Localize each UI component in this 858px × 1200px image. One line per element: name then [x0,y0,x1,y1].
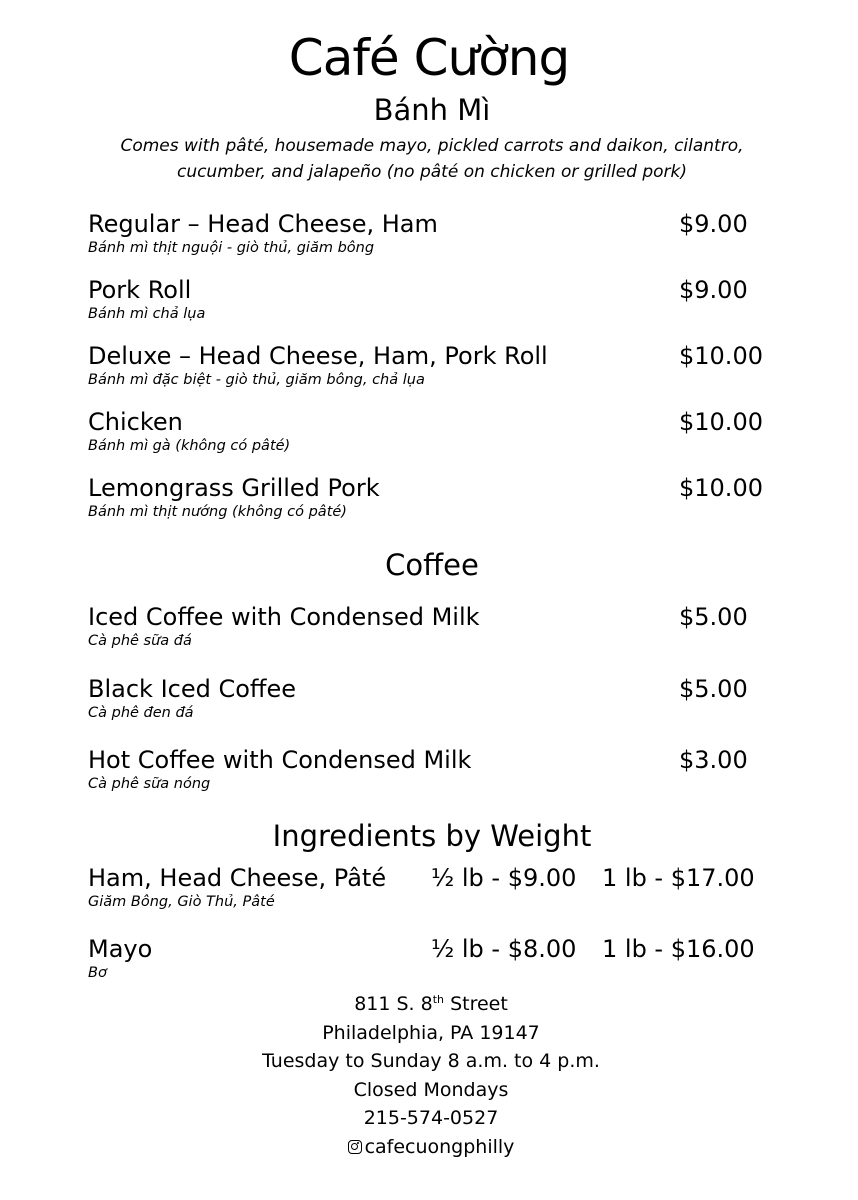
address-suffix: Street [444,993,508,1015]
item-name: Lemongrass Grilled Pork [88,474,380,502]
item-name: Deluxe – Head Cheese, Ham, Pork Roll [88,342,548,370]
menu-item [88,407,768,455]
item-price: $9.00 [679,276,748,304]
ingredients-heading: Ingredients by Weight [272,819,592,853]
item-subtitle: Bơ [88,965,107,981]
hours-line: Tuesday to Sunday 8 a.m. to 4 p.m. [262,1050,600,1072]
item-subtitle: Bánh mì đặc biệt - giò thủ, giăm bông, chả lụa [88,372,425,388]
item-subtitle: Bánh mì chả lụa [88,306,206,322]
address-line [0,990,858,1019]
menu-item [88,473,768,521]
banh-mi-description-line2: cucumber, and jalapeño (no pâté on chicken or grilled pork) [176,162,688,182]
item-price: $3.00 [679,746,748,774]
coffee-heading: Coffee [385,548,479,582]
city-line: Philadelphia, PA 19147 [322,1021,540,1044]
menu-item [88,674,768,722]
item-price: $5.00 [679,603,748,631]
item-name: Iced Coffee with Condensed Milk [88,603,480,631]
item-subtitle: Cà phê sữa nóng [88,776,211,792]
instagram-handle: cafecuongphilly [364,1135,515,1158]
instagram-icon [348,1140,362,1154]
item-name: Mayo [88,935,153,963]
banh-mi-description-line1: Comes with pâté, housemade mayo, pickled carrots and daikon, cilantro, [120,136,744,156]
menu-item [88,863,768,911]
closed-line: Closed Mondays [353,1078,509,1101]
menu-item [88,602,768,650]
one-lb-price: 1 lb - $17.00 [602,864,755,892]
item-name: Hot Coffee with Condensed Milk [88,746,472,774]
item-name: Regular – Head Cheese, Ham [88,210,438,238]
address-prefix: 811 S. 8 [354,993,433,1015]
half-lb-price: ½ lb - $8.00 [431,935,577,963]
item-name: Pork Roll [88,276,192,304]
item-subtitle: Bánh mì thịt nguội - giò thủ, giăm bông [88,240,375,256]
item-price: $9.00 [679,210,748,238]
item-name: Black Iced Coffee [88,675,296,703]
cafe-title: Café Cường [288,29,570,87]
one-lb-price: 1 lb - $16.00 [602,935,755,963]
item-subtitle: Bánh mì thịt nướng (không có pâté) [88,504,347,520]
instagram-handle-line [0,1133,858,1162]
item-subtitle: Giăm Bông, Giò Thủ, Pâté [88,894,275,910]
menu-item [88,934,768,982]
item-subtitle: Cà phê đen đá [88,705,194,721]
item-price: $10.00 [679,408,763,436]
half-lb-price: ½ lb - $9.00 [431,864,577,892]
item-subtitle: Cà phê sữa đá [88,633,192,649]
item-price: $10.00 [679,474,763,502]
item-name: Ham, Head Cheese, Pâté [88,864,387,892]
menu-item [88,275,768,323]
menu-item [88,745,768,793]
item-name: Chicken [88,408,183,436]
menu-item [88,341,768,389]
phone-number: 215-574-0527 [363,1107,499,1129]
menu-item [88,209,768,257]
item-price: $5.00 [679,675,748,703]
item-price: $10.00 [679,342,763,370]
banh-mi-heading: Bánh Mì [373,93,491,127]
item-subtitle: Bánh mì gà (không có pâté) [88,438,291,454]
footer-info [0,990,858,1161]
address-superscript: th [432,993,445,1006]
